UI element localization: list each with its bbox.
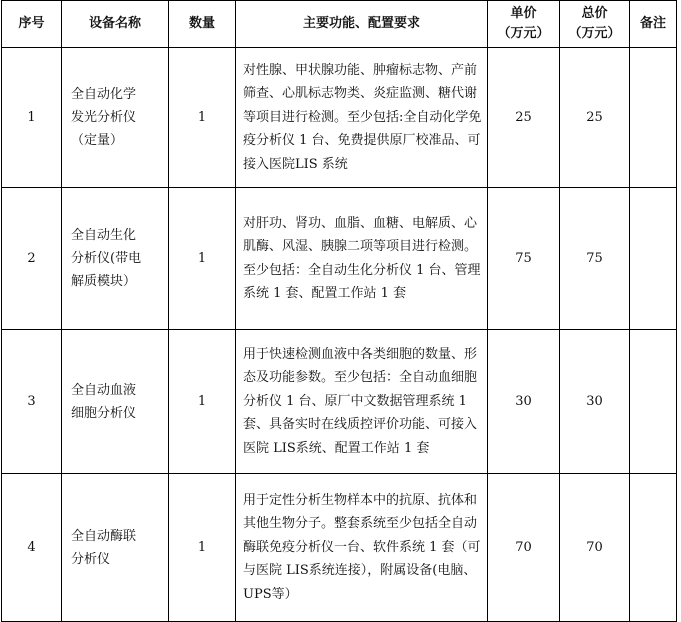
cell-qty: 1 (169, 474, 236, 622)
cell-name: 全自动生化 分析仪(带电 解质模块） (62, 188, 169, 330)
table-row (2, 330, 677, 474)
cell-remark (630, 474, 677, 622)
cell-total-price: 30 (560, 330, 630, 474)
header-seq: 序号 (2, 1, 62, 48)
cell-seq: 3 (2, 330, 62, 474)
cell-seq: 1 (2, 48, 62, 188)
cell-seq: 4 (2, 474, 62, 622)
header-func: 主要功能、配置要求 (236, 1, 488, 48)
cell-unit-price: 25 (488, 48, 560, 188)
cell-unit-price: 30 (488, 330, 560, 474)
cell-remark (630, 48, 677, 188)
header-remark: 备注 (630, 1, 677, 48)
cell-total-price: 70 (560, 474, 630, 622)
cell-remark (630, 330, 677, 474)
cell-func: 用于定性分析生物样本中的抗原、抗体和其他生物分子。整套系统至少包括全自动酶联免疫分析仪一台、软件系统 1 套（可与医院 LIS系统连接），附属设备(电脑、UPS等） (236, 474, 488, 622)
equipment-table (1, 0, 677, 622)
cell-total-price: 75 (560, 188, 630, 330)
table-row (2, 474, 677, 622)
cell-unit-price: 70 (488, 474, 560, 622)
table-row (2, 188, 677, 330)
table-row (2, 48, 677, 188)
cell-seq: 2 (2, 188, 62, 330)
cell-name: 全自动血液 细胞分析仪 (62, 330, 169, 474)
header-total-price: 总价 （万元） (560, 1, 630, 48)
header-unit-price: 单价 （万元） (488, 1, 560, 48)
cell-total-price: 25 (560, 48, 630, 188)
cell-qty: 1 (169, 188, 236, 330)
cell-name: 全自动化学 发光分析仪 （定量） (62, 48, 169, 188)
cell-unit-price: 75 (488, 188, 560, 330)
cell-name: 全自动酶联 分析仪 (62, 474, 169, 622)
cell-func: 对性腺、甲状腺功能、肿瘤标志物、产前筛查、心肌标志物类、炎症监测、糖代谢等项目进行检测。至少包括:全自动化学免疫分析仪 1 台、免费提供原厂校准品、可接入医院LIS 系统 (236, 48, 488, 188)
header-qty: 数量 (169, 1, 236, 48)
cell-func: 对肝功、肾功、血脂、血糖、电解质、心肌酶、风湿、胰腺二项等项目进行检测。至少包括：全自动生化分析仪 1 台、管理系统 1 套、配置工作站 1 套 (236, 188, 488, 330)
header-row (2, 1, 677, 48)
cell-remark (630, 188, 677, 330)
cell-qty: 1 (169, 330, 236, 474)
header-name: 设备名称 (62, 1, 169, 48)
cell-qty: 1 (169, 48, 236, 188)
cell-func: 用于快速检测血液中各类细胞的数量、形态及功能参数。至少包括：全自动血细胞分析仪 1 台、原厂中文数据管理系统 1 套、具备实时在线质控评价功能、可接入医院 LIS系统、配置工作站 1 套 (236, 330, 488, 474)
